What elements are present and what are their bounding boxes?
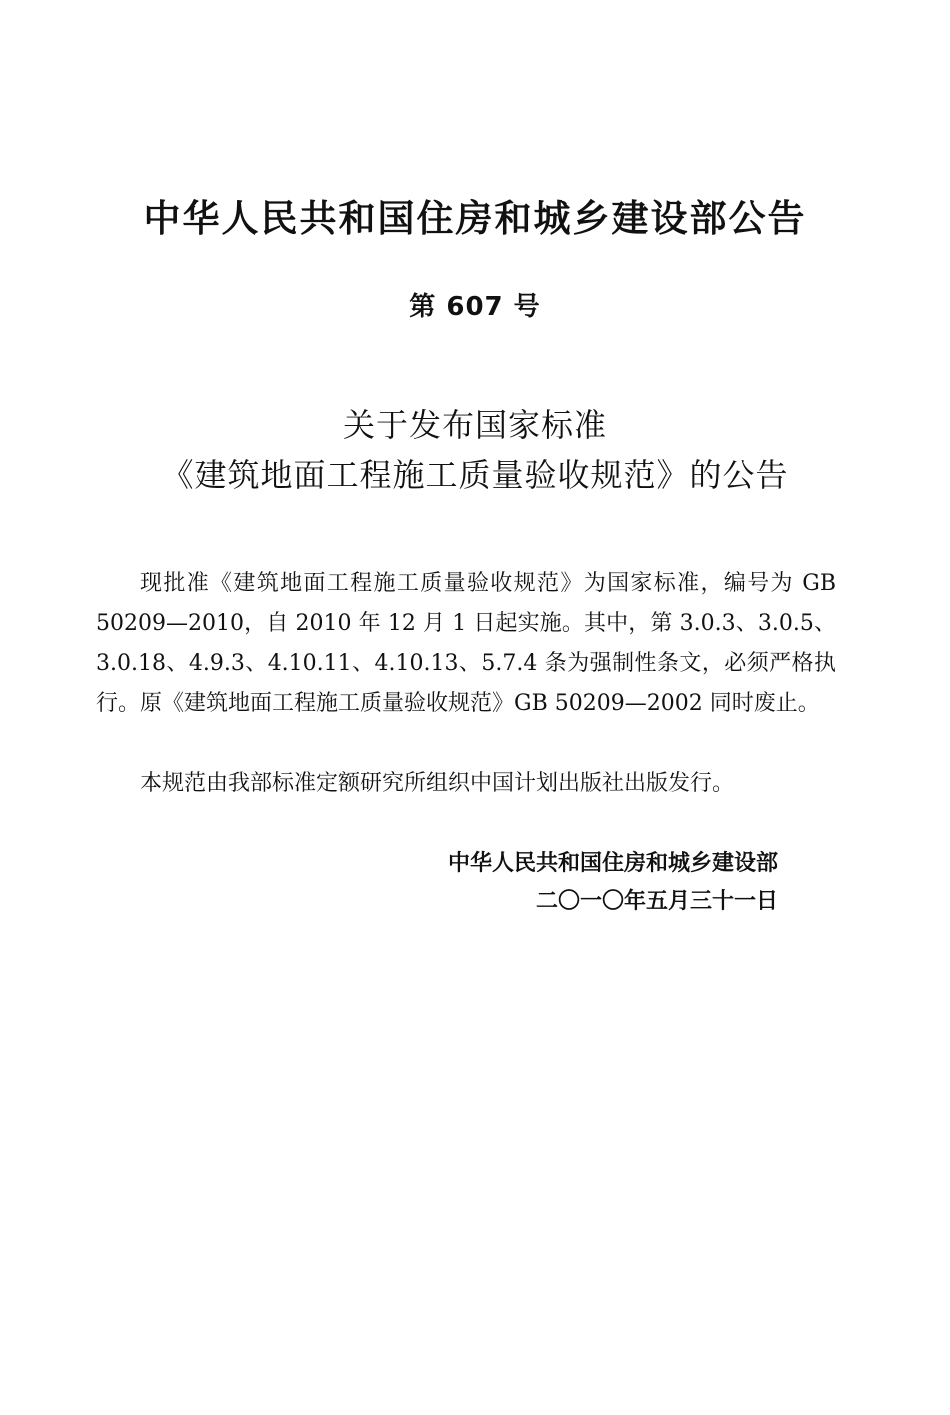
subject-line-1: 关于发布国家标准 <box>342 406 607 444</box>
ministry-title: 中华人民共和国住房和城乡建设部公告 <box>143 197 807 240</box>
body-paragraph-1 <box>96 564 836 724</box>
body-paragraph-2 <box>96 764 836 804</box>
paragraph-2-text: 本规范由我部标准定额研究所组织中国计划出版社出版发行。 <box>140 771 735 796</box>
announcement-number: 第 607 号 <box>409 292 541 322</box>
paragraph-1-text: 现批准《建筑地面工程施工质量验收规范》为国家标准，编号为 GB 50209—2010，自 2010 年 12 月 1 日起实施。其中，第 3.0.3、3.0.5、3.0.18、4.9.3、4.10.11、4.10.13、5.7.4 条为强制性条文，必须严格执行。原《建筑地面工程施工质量验收规范》GB 50209—2002 同时废止。 <box>96 571 836 716</box>
subject-line-2: 《建筑地面工程施工质量验收规范》的公告 <box>161 456 789 494</box>
signature-organization: 中华人民共和国住房和城乡建设部 <box>447 851 778 876</box>
signature-date: 二〇一〇年五月三十一日 <box>535 889 778 914</box>
